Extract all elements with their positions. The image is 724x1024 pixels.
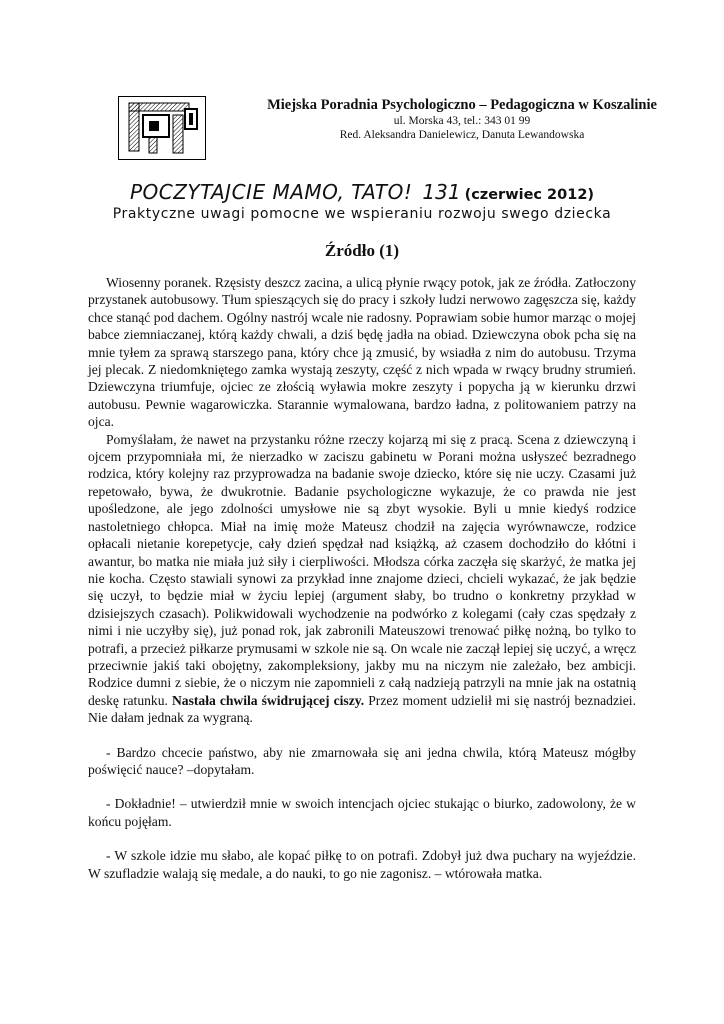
header <box>212 96 712 142</box>
issue-number: 131 <box>422 180 461 204</box>
paragraph-text: Pomyślałam, że nawet na przystanku różne rzeczy kojarzą mi się z pracą. Scena z dziewczyną i ojcem przypomniała mi, że nierzadko w zaciszu gabinetu w Porani można usłyszeć bezradnego rodzica, który kolejny raz przyprowadza na badanie swoje dziecko, które się nie uczy. Czasami już repetowało, bywa, że dwukrotnie. Badanie psychologiczne wykazuje, że co prawda nie jest upośledzone, ale jego zdolności umysłowe nie są zbyt wysokie. Byli u mnie kiedyś rodzice nastoletniego chłopca. Miał na imię może Mateusz chodził na zajęcia wyrównawcze, rodzice opłacali nietanie korepetycje, cały dzień spędzał nad książką, aż czasem dochodziło do kłótni i awantur, bo matka nie miała już siły i cierpliwości. Młodsza córka zaczęła się skarżyć, że matka jej nie kocha. Często stawiali synowi za przykład inne znajome dzieci, chcieli wykazać, że jak będzie się uczył, to będzie miał w życiu lepiej (argument słaby, bo trudno o konkretny przykład w dzisiejszych czasach). Polikwidowali wychodzenie na podwórko z kolegami (cały czas spędzały z nimi i nie uczyłby się), już ponad rok, jak zabronili Mateuszowi trenować piłkę nożną, bo tylko to potrafi, a przecież piłkarze prymusami w szkole nie są. On wcale nie zaczął lepiej się uczyć, a wręcz przeciwnie jakiś taki obojętny, zakompleksiony, jakby mu na niczym nie zależało, bez ambicji. Rodzice dumni z siebie, że o niczym nie zapomnieli z całą nadzieją patrzyli na mnie jak na ostatnią deskę ratunku. <box>88 431 636 708</box>
publication-subtitle: Praktyczne uwagi pomocne we wspieraniu rozwoju swego dziecka <box>112 206 612 222</box>
article-title: Źródło (1) <box>324 241 400 260</box>
issue-date: (czerwiec 2012) <box>464 187 595 203</box>
paragraph-text: Przez moment udzielił mi się nastrój beznadziei. Nie dałam jednak za wygraną. <box>88 692 636 726</box>
dialog-line: - Dokładnie! – utwierdził mnie w swoich intencjach ojciec stukając o biurko, zadowolony, że w końcu pojęłam. <box>88 796 636 829</box>
bold-sentence: Nastała chwila świdrującej ciszy. <box>171 692 365 708</box>
organization-name: Miejska Poradnia Psychologiczno – Pedagogiczna w Koszalinie <box>267 97 657 113</box>
organization-address: ul. Morska 43, tel.: 343 01 99 <box>393 115 531 127</box>
publication-title <box>0 178 724 209</box>
article-body <box>88 274 636 882</box>
poradnia-logo <box>118 96 206 160</box>
series-name: POCZYTAJCIE MAMO, TATO! <box>129 180 413 204</box>
dialog-line: - W szkole idzie mu słabo, ale kopać piłkę to on potrafi. Zdobył już dwa puchary na wyjeździe. W szufladzie walają się medale, a do nauki, to go nie zagonisz. – wtórowała matka. <box>88 848 636 881</box>
paragraph <box>88 431 636 727</box>
editors-line: Red. Aleksandra Danielewicz, Danuta Lewandowska <box>339 129 585 141</box>
dialog-line: - Bardzo chcecie państwo, aby nie zmarnowała się ani jedna chwila, którą Mateusz mógłby poświęcić nauce? –dopytałam. <box>88 744 636 777</box>
paragraph: Wiosenny poranek. Rzęsisty deszcz zacina, a ulicą płynie rwący potok, jak ze źródła. Zatłoczony przystanek autobusowy. Tłum spieszących się do pracy i szkoły ludzi nerwowo zagęszcza się, każdy chce stanąć pod dachem. Ogólny nastrój wcale nie radosny. Poprawiam sobie humor marząc o mojej babce ziemniaczanej, którą każdy chwali, a dziś będę jadła na obiad. Dziewczyna obok pcha się na mnie tyłem za sprawą starszego pana, który chce ją zmusić, by wsiadła z nim do autobusu. Trzyma jej plecak. Z niedomkniętego zamka wystają zeszyty, część z nich wpada w rwący brudny strumień. Dziewczyna triumfuje, ojciec ze złością wyławia mokre zeszyty i popycha ją w kierunku drzwi autobusu. Pewnie wagarowiczka. Starannie wymalowana, bardzo ładna, z politowaniem patrzy na ojca. <box>88 275 636 430</box>
logo-graphic <box>119 97 205 159</box>
